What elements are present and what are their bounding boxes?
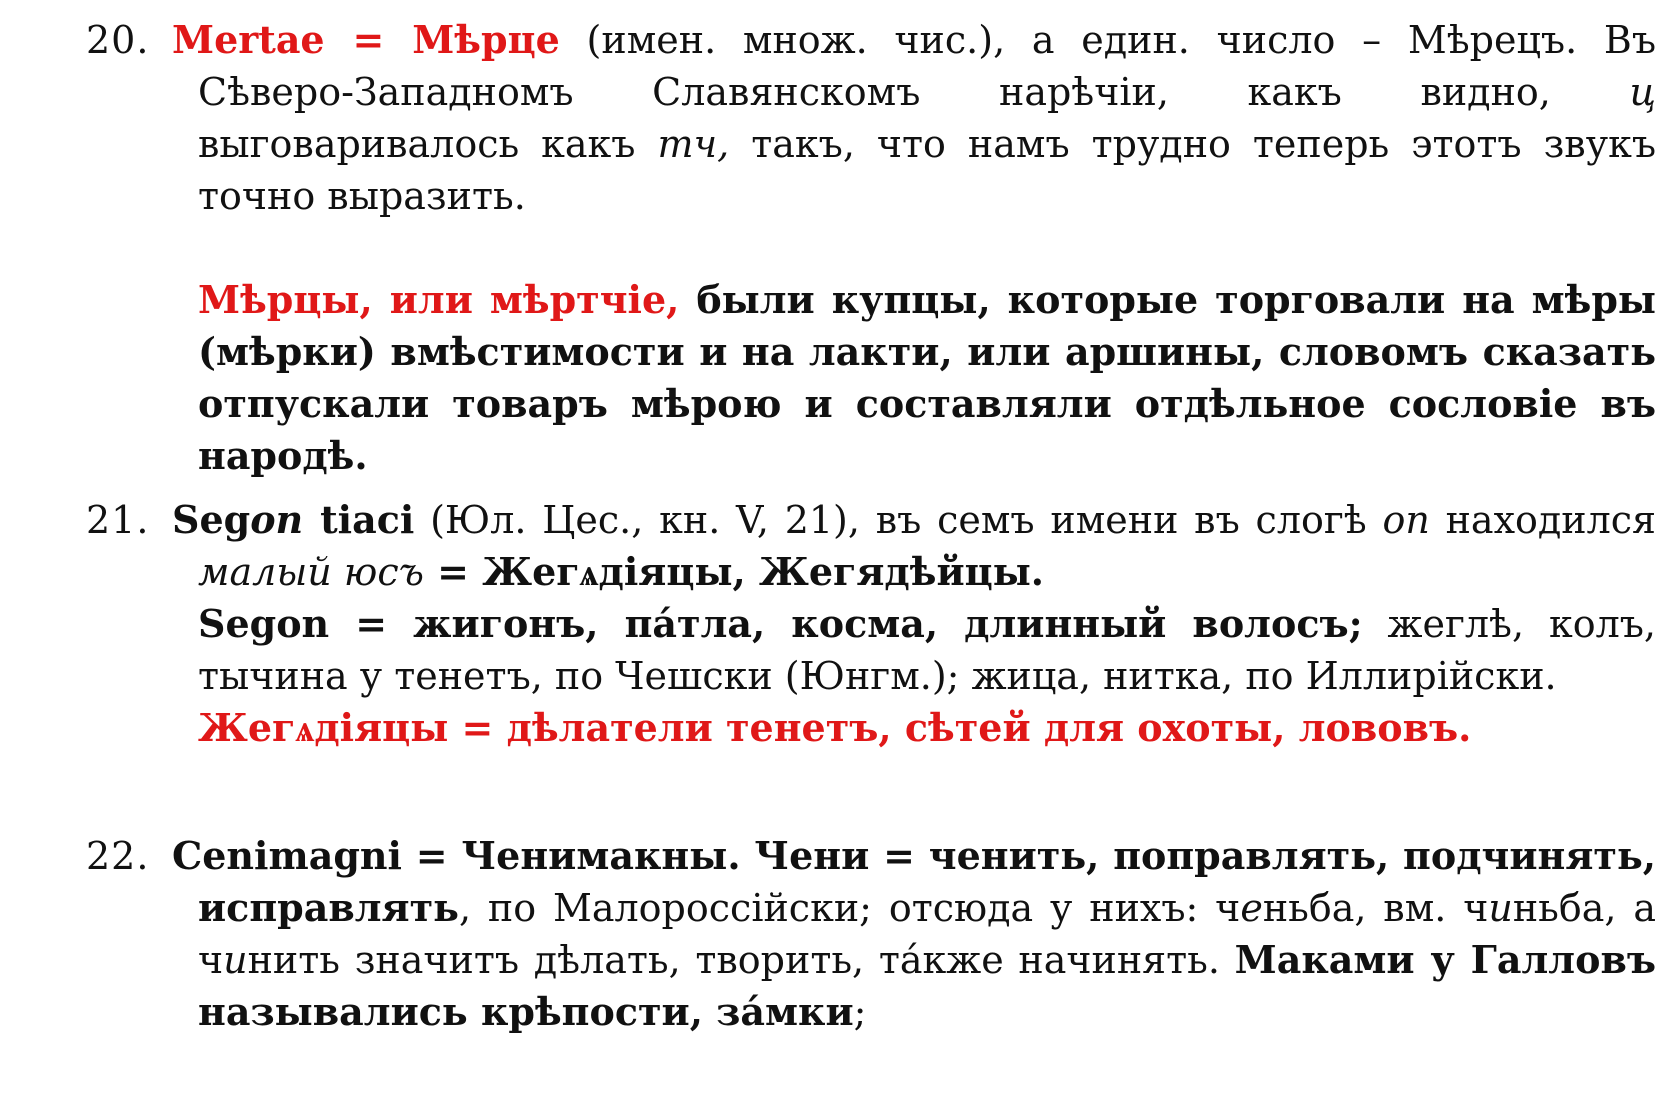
entry-text-run: жеглѣ, колъ, тычина у тенетъ, по Чешски (Юнгм.); жица, нитка, по Иллирійски. <box>198 602 1656 698</box>
entry-red-run: Жегѧдіяцы = дѣлатели тенетъ, сѣтей для охоты, лововъ. <box>198 705 1472 750</box>
entry-text-run: находился <box>1429 498 1657 542</box>
entry-20 <box>86 14 1656 482</box>
entry-headword: Mertae = Мѣрце <box>172 17 560 62</box>
entry-text-run: нить значитъ дѣлать, творить, та́кже начинять. <box>247 938 1235 982</box>
entry-paragraph <box>198 598 1656 702</box>
entry-headword: Seg <box>172 497 251 542</box>
entry-text-run: (Юл. Цес., кн. V, 21), въ семъ имени въ слогѣ <box>414 498 1383 542</box>
entry-text-run: такъ, что намъ трудно теперь этотъ звукъ точно выразить. <box>198 122 1656 218</box>
entry-italic-run: и <box>1488 886 1513 930</box>
entry-italic-run: малый юсъ <box>198 550 424 594</box>
entry-text-run: (имен. множ. чис.), а един. число – Мѣрецъ. Въ Сѣверо-Западномъ Славянскомъ нарѣчіи, какъ видно, <box>198 18 1656 114</box>
entry-paragraph <box>198 274 1656 482</box>
entry-italic-run: и <box>223 938 248 982</box>
entry-number: 21. <box>86 498 150 542</box>
entry-italic-run: тч, <box>657 122 730 166</box>
entry-headword: tiaci <box>303 497 415 542</box>
entry-number: 22. <box>86 834 150 878</box>
entry-headword: Cenimagni = Ченимакны. Чени = ченить, поправлять, подчинять, исправлять <box>172 833 1656 930</box>
entry-text-run: выговаривалось какъ <box>198 122 658 166</box>
entry-italic-run: е <box>1240 886 1263 930</box>
entry-number: 20. <box>86 18 150 62</box>
entry-21 <box>86 494 1656 754</box>
entry-text-run: , по Малороссійски; отсюда у нихъ: ч <box>458 886 1241 930</box>
entry-paragraph <box>198 702 1656 754</box>
entry-text <box>172 14 1657 482</box>
entry-text-run: ; <box>853 990 867 1034</box>
entry-bold-run: Маками у Галловъ назывались крѣпости, за́мки <box>198 937 1656 1034</box>
entry-text-run: ньба, а ч <box>198 886 1656 982</box>
paragraph-gap <box>198 222 1656 274</box>
entry-text <box>172 494 1657 754</box>
entry-headword-italic: on <box>250 497 304 542</box>
entry-text <box>172 830 1656 1038</box>
entry-text-run: ньба, вм. ч <box>1262 886 1489 930</box>
entry-bold-run: Segon = жигонъ, па́тла, косма, длинный волосъ; <box>198 601 1363 646</box>
entry-22 <box>86 830 1656 1038</box>
entry-bold-run: были купцы, которые торговали на мѣры (мѣрки) вмѣстимости и на лакти, или аршины, словомъ сказать отпускали товаръ мѣрою и составляли отдѣльное сословіе въ народѣ. <box>198 277 1657 478</box>
entry-red-run: Мѣрцы, или мѣртчіе, <box>198 277 680 322</box>
entry-bold-run: = Жегѧдіяцы, Жегядѣйцы. <box>423 549 1045 594</box>
entry-italic-run: on <box>1382 498 1430 542</box>
entry-italic-run: ц <box>1629 70 1656 114</box>
